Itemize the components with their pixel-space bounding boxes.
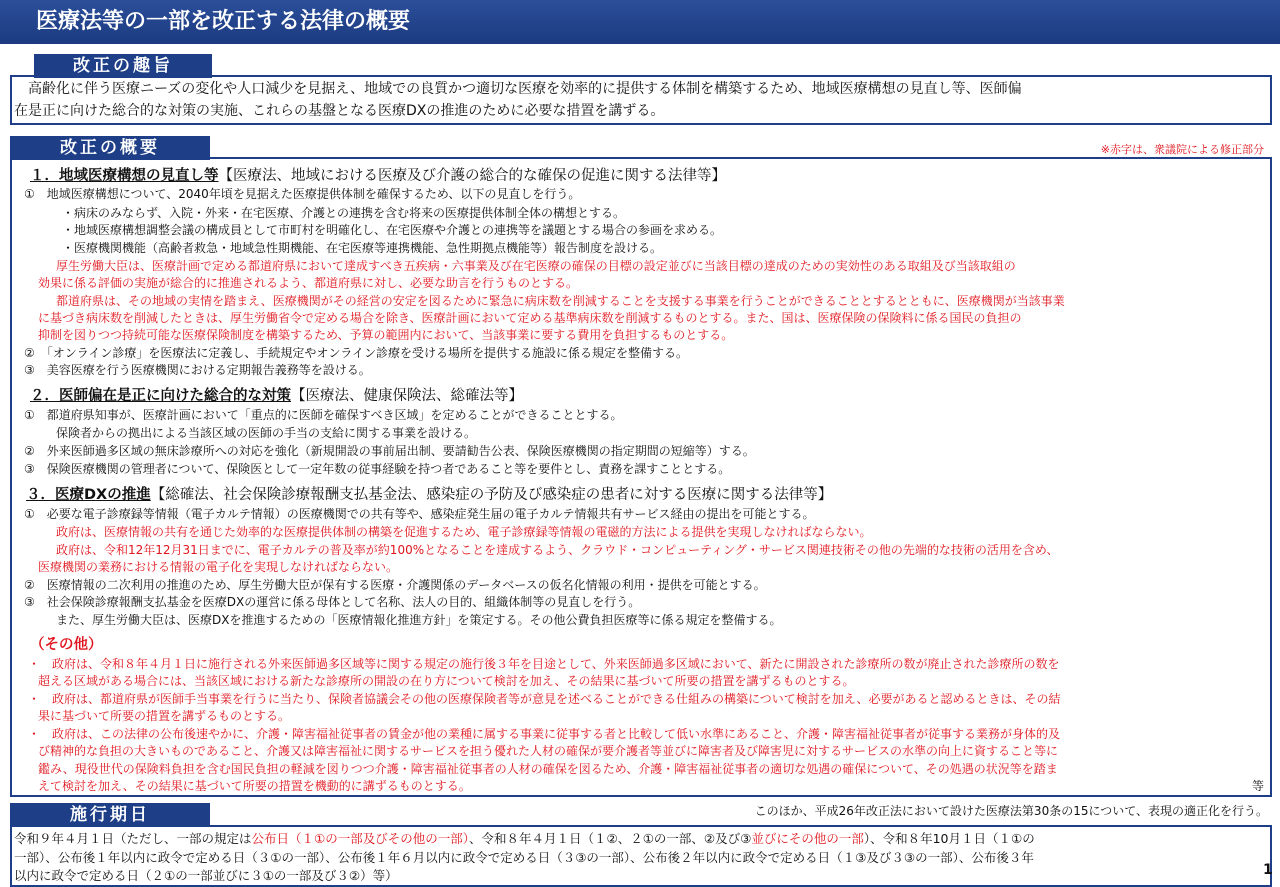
section2-item: 保険者からの拠出による当該区域の医師の手当の支給に関する事業を設ける。 bbox=[56, 426, 477, 440]
enforcement-line: 令和９年４月１日（ただし、一部の規定は公布日（１①の一部及びその他の一部）、令和８年４月１日（１②、２①の一部、②及び③並びにその他の一部）、令和８年10月１日（１①の bbox=[14, 831, 1035, 846]
page-number: 1 bbox=[1263, 862, 1273, 878]
other-item: えて検討を加え、その結果に基づいて所要の措置を機動的に講ずるものとする。 bbox=[38, 779, 471, 793]
section1-item: ② 「オンライン診療」を医療法に定義し、手続規定やオンライン診療を受ける場所を提供する施設に係る規定を整備する。 bbox=[24, 346, 689, 360]
section1-item: ① 地域医療構想について、2040年頃を見据えた医療提供体制を確保するため、以下の見直しを行う。 bbox=[24, 187, 581, 201]
enforcement-note: このほか、平成26年改正法において設けた医療法第30条の15について、表現の適正化を行う。 bbox=[754, 804, 1268, 818]
purpose-line: 高齢化に伴う医療ニーズの変化や人口減少を見据え、地域での良質かつ適切な医療を効率的に提供する体制を構築するため、地域医療構想の見直し等、医師偏 bbox=[14, 81, 1022, 97]
section1-amendment: 都道府県は、その地域の実情を踏まえ、医療機関がその経営の安定を図るために緊急に病床数を削減することを支援する事業を行うことができることとするとともに、医療機関が当該事業 bbox=[56, 294, 1065, 308]
section1-amendment: 抑制を図りつつ持続可能な医療保険制度を構築するため、予算の範囲内において、当該事業に要する費用を負担するものとする。 bbox=[38, 328, 734, 342]
section2-item: ③ 保険医療機関の管理者について、保険医として一定年数の従事経験を持つ者であること等を要件とし、責務を課すこととする。 bbox=[24, 462, 731, 476]
section1-item: ・地域医療構想調整会議の構成員として市町村を明確化し、在宅医療や介護との連携等を議題とする場合の参画を求める。 bbox=[62, 223, 723, 237]
enforcement-line: 以内に政令で定める日（２①の一部並びに３①の一部及び３②）等） bbox=[14, 868, 398, 883]
section1-amendment: に基づき病床数を削減したときは、厚生労働省令で定める場合を除き、医療計画において定める基準病床数を削減するものとする。また、国は、医療保険の保険料に係る国民の負担の bbox=[38, 311, 1022, 325]
section3-heading: ３．医療DXの推進【総確法、社会保険診療報酬支払基金法、感染症の予防及び感染症の患者に対する医療に関する法律等】 bbox=[26, 487, 833, 503]
other-item: ・ 政府は、都道府県が医師手当事業を行うに当たり、保険者協議会その他の医療保険者等が意見を述べることができる仕組みの構築について検討を加え、必要があると認めるときは、その結 bbox=[28, 692, 1061, 706]
page-title: 医療法等の一部を改正する法律の概要 bbox=[0, 0, 1280, 44]
other-etc: 等 bbox=[1252, 779, 1265, 793]
section3-amendment: 政府は、医療情報の共有を通じた効率的な医療提供体制の構築を促進するため、電子診療録等情報の電磁的方法による提供を実現しなければならない。 bbox=[56, 525, 872, 539]
amendment-note: ※赤字は、衆議院による修正部分 bbox=[1100, 143, 1264, 156]
section3-amendment: 医療機関の業務における情報の電子化を実現しなければならない。 bbox=[38, 560, 399, 574]
other-item: 鑑み、現役世代の保険料負担を含む国民負担の軽減を図りつつ介護・障害福祉従事者の人材の確保を図るため、介護・障害福祉従事者の適切な処遇の確保について、その処遇の状況等を踏ま bbox=[38, 762, 1058, 776]
section3-item: また、厚生労働大臣は、医療DXを推進するための「医療情報化推進方針」を策定する。その他公費負担医療等に係る規定を整備する。 bbox=[56, 613, 782, 627]
section1-item: ・医療機関機能（高齢者救急・地域急性期機能、在宅医療等連携機能、急性期拠点機能等）報告制度を設ける。 bbox=[62, 241, 663, 255]
purpose-tab: 改正の趣旨 bbox=[34, 54, 212, 78]
other-item: ・ 政府は、令和８年４月１日に施行される外来医師過多区域等に関する規定の施行後３年を目途として、外来医師過多区域において、新たに開設された診療所の数が廃止された診療所の数を bbox=[28, 657, 1060, 671]
section3-amendment: 政府は、令和12年12月31日までに、電子カルテの普及率が約100%となることを達成するよう、クラウド・コンピューティング・サービス関連技術その他の先端的な技術の活用を含め、 bbox=[56, 543, 1059, 557]
section2-item: ② 外来医師過多区域の無床診療所への対応を強化（新規開設の事前届出制、要請勧告公表、保険医療機関の指定期間の短縮等）する。 bbox=[24, 444, 755, 458]
enforcement-line: 一部）、公布後１年以内に政令で定める日（３①の一部）、公布後１年６月以内に政令で定める日（３③の一部）、公布後２年以内に政令で定める日（１③及び３③の一部）、公布後３年 bbox=[14, 850, 1034, 865]
section1-item: ・病床のみならず、入院・外来・在宅医療、介護との連携を含む将来の医療提供体制全体の構想とする。 bbox=[62, 206, 626, 220]
purpose-line: 在是正に向けた総合的な対策の実施、これらの基盤となる医療DXの推進のために必要な措置を講ずる。 bbox=[14, 103, 665, 119]
other-item: び精神的な負担の大きいものであること、介護又は障害福祉に関するサービスを担う優れた人材の確保が要介護者等並びに障害者及び障害児に対するサービスの水準の向上に資すること等に bbox=[38, 744, 1059, 758]
section2-heading: ２．医師偏在是正に向けた総合的な対策【医療法、健康保険法、総確法等】 bbox=[30, 388, 523, 404]
other-item: 超える区域がある場合には、当該区域における新たな診療所の開設の在り方について検討を加え、その結果に基づいて所要の措置を講ずるものとする。 bbox=[38, 674, 855, 688]
other-heading: （その他） bbox=[30, 637, 103, 653]
section1-heading: １．地域医療構想の見直し等【医療法、地域における医療及び介護の総合的な確保の促進に関する法律等】 bbox=[30, 168, 726, 184]
section3-item: ① 必要な電子診療録等情報（電子カルテ情報）の医療機関での共有等や、感染症発生届の電子カルテ情報共有サービス経由の提出を可能とする。 bbox=[24, 507, 815, 521]
section1-amendment: 厚生労働大臣は、医療計画で定める都道府県において達成すべき五疾病・六事業及び在宅医療の確保の目標の設定並びに当該目標の達成のための実効性のある取組及び当該取組の bbox=[56, 259, 1016, 273]
enforcement-tab: 施行期日 bbox=[10, 803, 210, 827]
section1-item: ③ 美容医療を行う医療機関における定期報告義務等を設ける。 bbox=[24, 363, 371, 377]
other-item: ・ 政府は、この法律の公布後速やかに、介護・障害福祉従事者の賃金が他の業種に属する事業に従事する者と比較して低い水準にあること、介護・障害福祉従事者が従事する業務が身体的及 bbox=[28, 727, 1061, 741]
section2-item: ① 都道府県知事が、医療計画において「重点的に医師を確保すべき区域」を定めることができることとする。 bbox=[24, 408, 623, 422]
overview-tab: 改正の概要 bbox=[10, 136, 210, 160]
section3-item: ② 医療情報の二次利用の推進のため、厚生労働大臣が保有する医療・介護関係のデータベースの仮名化情報の利用・提供を可能とする。 bbox=[24, 578, 766, 592]
section3-item: ③ 社会保険診療報酬支払基金を医療DXの運営に係る母体として名称、法人の目的、組織体制等の見直しを行う。 bbox=[24, 595, 641, 609]
section1-amendment: 効果に係る評価の実施が総合的に推進されるよう、都道府県に対し、必要な助言を行うものとする。 bbox=[38, 276, 579, 290]
other-item: 果に基づいて所要の措置を講ずるものとする。 bbox=[38, 709, 291, 723]
